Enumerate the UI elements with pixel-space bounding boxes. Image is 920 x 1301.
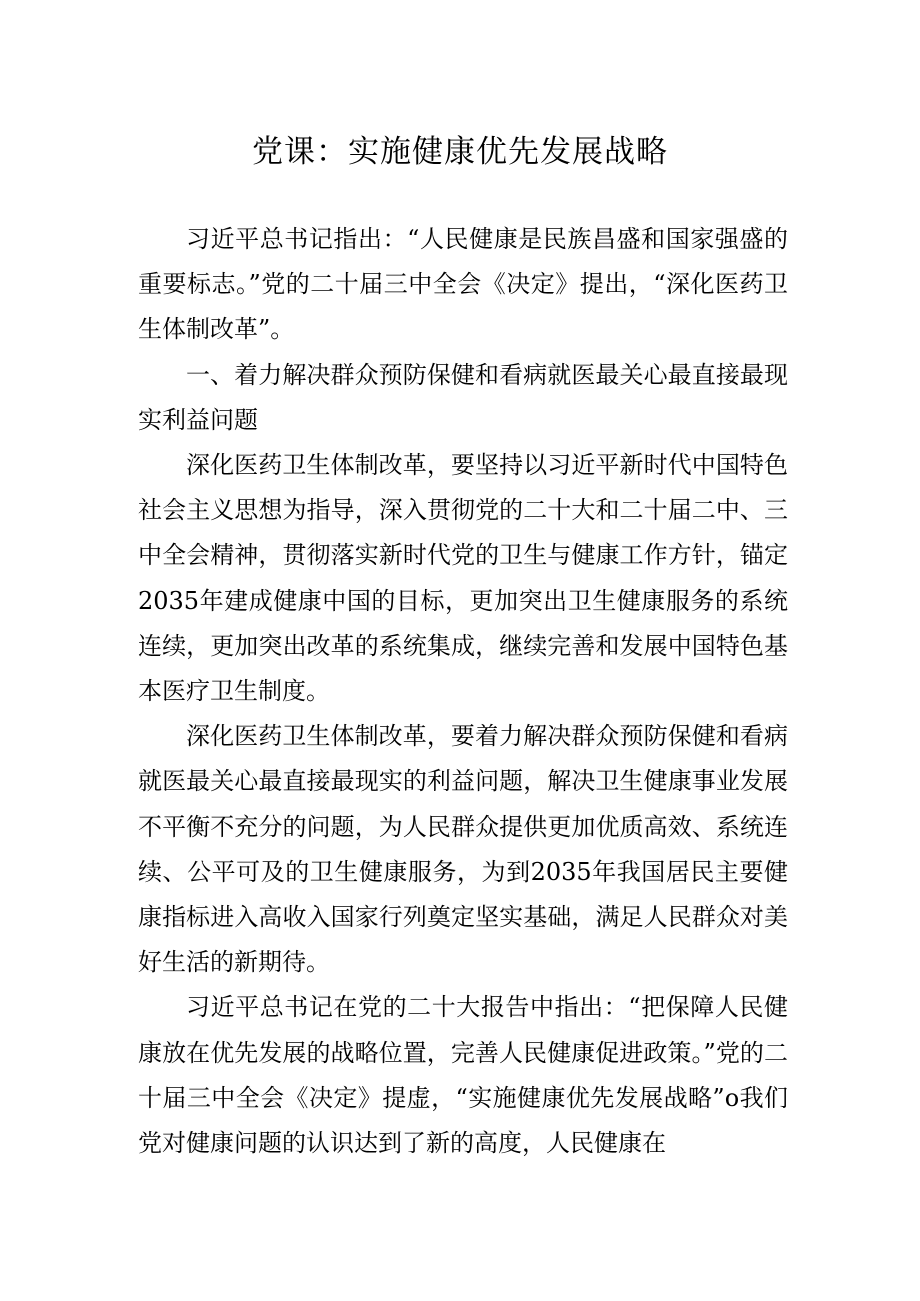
paragraph-intro: 习近平总书记指出：“人民健康是民族昌盛和国家强盛的重要标志。”党的二十届三中全会《决定》提出，“深化医药卫生体制改革”。: [138, 225, 788, 344]
document-title: 党课：实施健康优先发展战略: [252, 134, 668, 170]
paragraph-reform-guidance: 深化医药卫生体制改革，要坚持以习近平新时代中国特色社会主义思想为指导，深入贯彻党的二十大和二十届二中、三中全会精神，贯彻落实新时代党的卫生与健康工作方针，锚定2035年建成健康中国的目标，更加突出卫生健康服务的系统连续，更加突出改革的系统集成，继续完善和发展中国特色基本医疗卫生制度。: [138, 451, 788, 706]
paragraph-reform-goals: 深化医药卫生体制改革，要着力解决群众预防保健和看病就医最关心最直接最现实的利益问题，解决卫生健康事业发展不平衡不充分的问题，为人民群众提供更加优质高效、系统连续、公平可及的卫生健康服务，为到2035年我国居民主要健康指标进入高收入国家行列奠定坚实基础，满足人民群众对美好生活的新期待。: [138, 722, 788, 977]
document-body: [138, 217, 788, 1166]
paragraph-health-priority: 习近平总书记在党的二十大报告中指出：“把保障人民健康放在优先发展的战略位置，完善人民健康促进政策。”党的二十届三中全会《决定》提虚，“实施健康优先发展战略”o我们党对健康问题的认识达到了新的高度，人民健康在: [138, 993, 788, 1158]
paragraph-section-heading: 一、着力解决群众预防保健和看病就医最关心最直接最现实利益问题: [138, 360, 788, 434]
